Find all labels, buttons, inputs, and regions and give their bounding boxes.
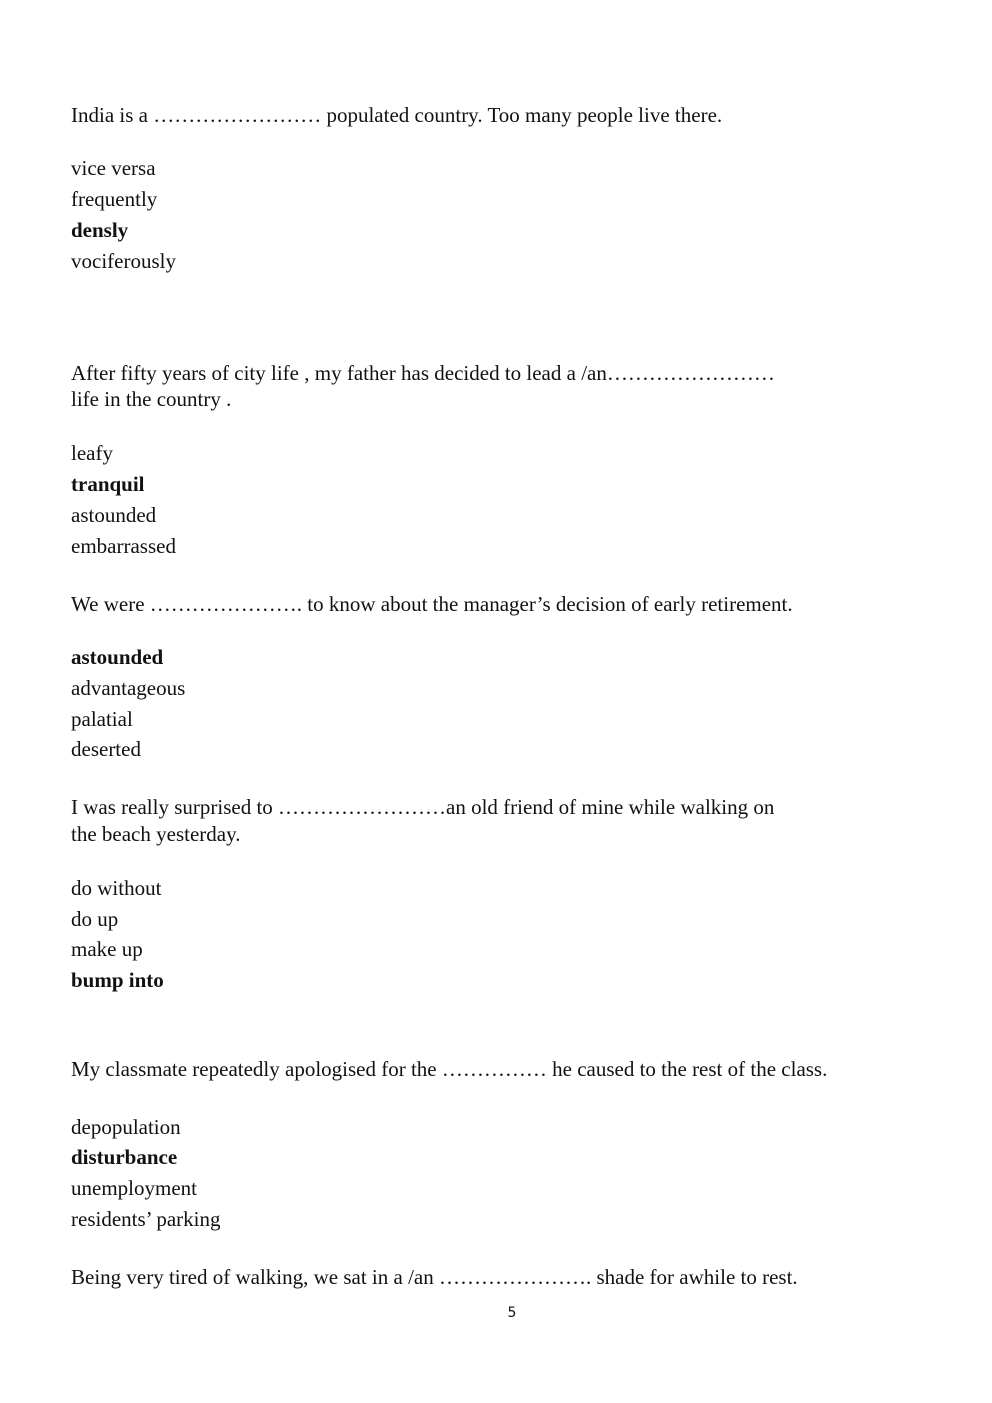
- question-4-text-line-2: the beach yesterday.: [71, 822, 241, 846]
- question-5-option-b-answer: disturbance: [71, 1145, 178, 1169]
- question-6-text: Being very tired of walking, we sat in a /an …………………. shade for awhile to rest.: [71, 1265, 798, 1289]
- question-2-option-d: embarrassed: [71, 534, 176, 558]
- question-4-text-line-1: I was really surprised to ……………………an old friend of mine while walking on: [71, 795, 775, 819]
- question-5-option-d: residents’ parking: [71, 1207, 221, 1231]
- question-1-option-d: vociferously: [71, 249, 176, 273]
- question-3-option-d: deserted: [71, 737, 141, 761]
- question-4-option-d-answer: bump into: [71, 968, 164, 992]
- question-1-option-c-answer: densly: [71, 218, 129, 242]
- question-2-text-line-1: After fifty years of city life , my father has decided to lead a /an……………………: [71, 361, 775, 385]
- question-3-option-c: palatial: [71, 707, 133, 731]
- question-4-option-a: do without: [71, 876, 162, 900]
- question-3-option-a-answer: astounded: [71, 645, 164, 669]
- question-3-text: We were …………………. to know about the manager’s decision of early retirement.: [71, 592, 793, 616]
- question-2-option-b-answer: tranquil: [71, 472, 145, 496]
- question-4-option-c: make up: [71, 937, 143, 961]
- question-2-option-a: leafy: [71, 441, 113, 465]
- question-2-text-line-2: life in the country .: [71, 387, 232, 411]
- question-5-text: My classmate repeatedly apologised for the …………… he caused to the rest of the class.: [71, 1057, 828, 1081]
- question-3-option-b: advantageous: [71, 676, 186, 700]
- question-1-option-b: frequently: [71, 187, 158, 211]
- question-1-option-a: vice versa: [71, 156, 156, 180]
- question-5-option-a: depopulation: [71, 1115, 181, 1139]
- page-number: 5: [507, 1305, 517, 1321]
- question-4-option-b: do up: [71, 907, 119, 931]
- question-1-text: India is a …………………… populated country. Too many people live there.: [71, 103, 723, 127]
- question-5-option-c: unemployment: [71, 1176, 197, 1200]
- question-2-option-c: astounded: [71, 503, 157, 527]
